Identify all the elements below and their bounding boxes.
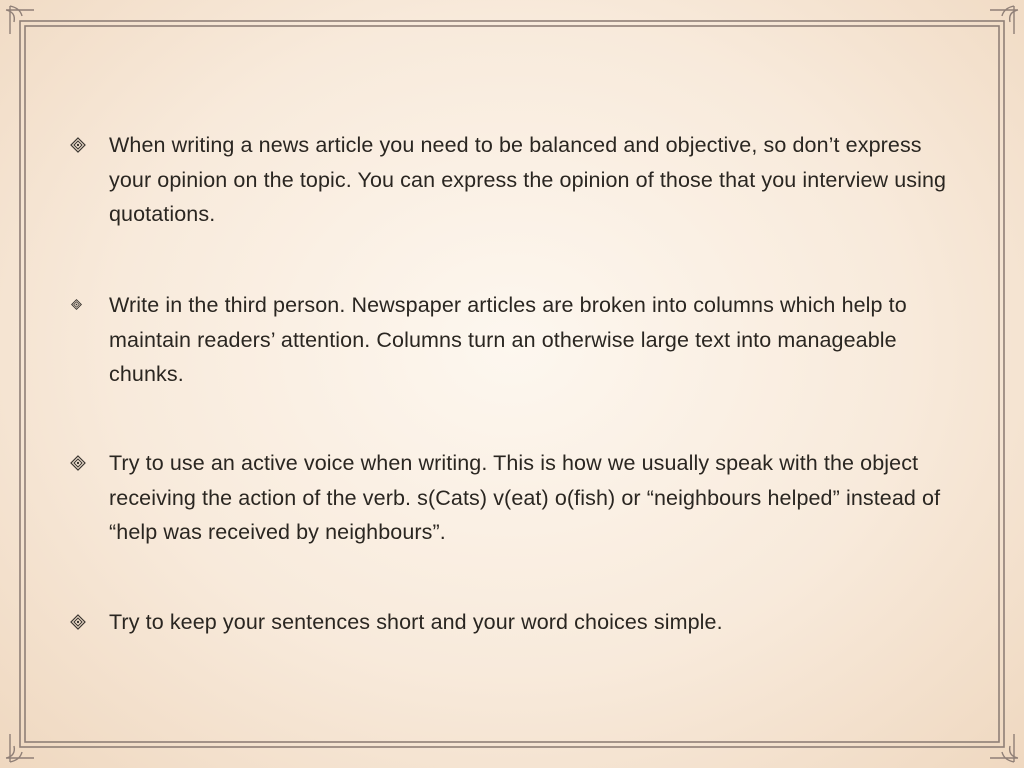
fleur-diamond-icon [70,455,86,471]
fleur-diamond-icon [71,299,82,310]
fleur-diamond-icon [70,137,86,153]
fleur-diamond-icon [70,614,86,630]
bullet-text: Try to use an active voice when writing. This is how we usually speak with the object receiving the action of the verb. s(Cats) v(eat) o(fish) or “neighbours helped” instead of “help was received by neighbours”. [109,451,941,544]
bullet-text: Try to keep your sentences short and your word choices simple. [109,610,723,634]
bullet-text: Write in the third person. Newspaper articles are broken into columns which help to maintain readers’ attention. Columns turn an otherwise large text into manageable chunks. [109,293,907,386]
bullet-text: When writing a news article you need to be balanced and objective, so don’t express your opinion on the topic. You can express the opinion of those that you interview using quotations. [109,133,947,226]
